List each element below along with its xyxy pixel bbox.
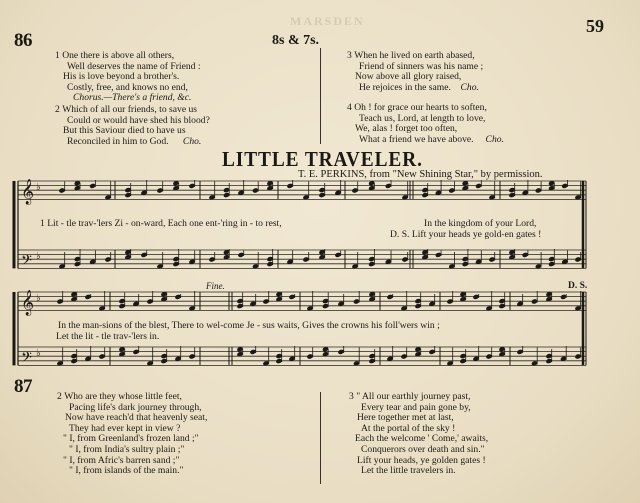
system1-ds-lyric: D. S. Lift your heads ye gold-en gates !: [390, 229, 542, 240]
flat-key-signature-icon: ♭: [36, 182, 41, 194]
column-divider-bottom: [320, 392, 321, 484]
flat-key-signature-icon: ♭: [36, 348, 41, 360]
bass-clef-icon: 𝄢: [21, 349, 32, 370]
hymn-number-86: 86: [14, 30, 32, 51]
meter-label: 8s & 7s.: [272, 33, 320, 48]
hymn86-stanza-3: 3 When he lived on earth abased, Friend of sinners was his name ; Now above all glory raised, He rejoices in the same. Cho.: [347, 50, 484, 93]
hymn86-stanza-1: 1 One there is above all others, Well deserves the name of Friend : His is love beyond a brother's. Costly, free, and knows no end, Chorus.—There's a friend, &c.: [55, 50, 201, 104]
ds-mark: D. S.: [568, 281, 588, 291]
hymn87-stanza-2: 2 Who are they whose little feet, Pacing life's dark journey through, Now have reach'd that heavenly seat, They had ever kept in view ? " I, from Greenland's frozen land ;" " I, from India's sultry plain ;" " I, from Afric's barren sand ;" " I, from islands of the main.": [57, 391, 208, 477]
page-number: 59: [586, 16, 604, 36]
treble-clef-icon: 𝄞: [21, 179, 35, 205]
hymn86-stanza-2: 2 Which of all our friends, to save us Could or would have shed his blood? But this Saviour died to have us Reconciled in him to God. Cho.: [55, 104, 210, 147]
fine-mark: Fine.: [206, 281, 225, 291]
system1-lyric: 1 Lit - tle trav-'lers Zi - on-ward, Each one ent-'ring in - to rest,: [40, 218, 282, 229]
system1-lyric-right: In the kingdom of your Lord,: [424, 218, 537, 229]
song-attribution: T. E. PERKINS, from "New Shining Star," by permission.: [298, 169, 543, 180]
bass-clef-icon: 𝄢: [21, 252, 32, 273]
treble-clef-icon: 𝄞: [21, 290, 35, 316]
hymn86-stanza-4: 4 Oh ! for grace our hearts to soften, Teach us, Lord, at length to love, We, alas ! forget too often, What a friend we have above. Cho.: [347, 102, 504, 145]
clef-icons: [21, 178, 41, 369]
flat-key-signature-icon: ♭: [36, 293, 41, 305]
bleed-through-text: MARSDEN: [290, 14, 365, 28]
hymn-number-87: 87: [14, 376, 32, 397]
hymn87-stanza-3: 3 " All our earthly journey past, Every tear and pain gone by, Here together met at last, At the portal of the sky ! Each the welcome ' Come,' awaits, Conquerors over death and sin." Lift your heads, ye golden gates ! Let the little travelers in.: [349, 391, 489, 477]
system2-lyric-2: Let the lit - tle trav-'lers in.: [56, 331, 160, 342]
system2-lyric: In the man-sions of the blest, There to wel-come Je - sus waits, Gives the crowns his foll'wers win ;: [58, 320, 440, 331]
flat-key-signature-icon: ♭: [36, 251, 41, 263]
song-title: LITTLE TRAVELER.: [222, 147, 423, 171]
